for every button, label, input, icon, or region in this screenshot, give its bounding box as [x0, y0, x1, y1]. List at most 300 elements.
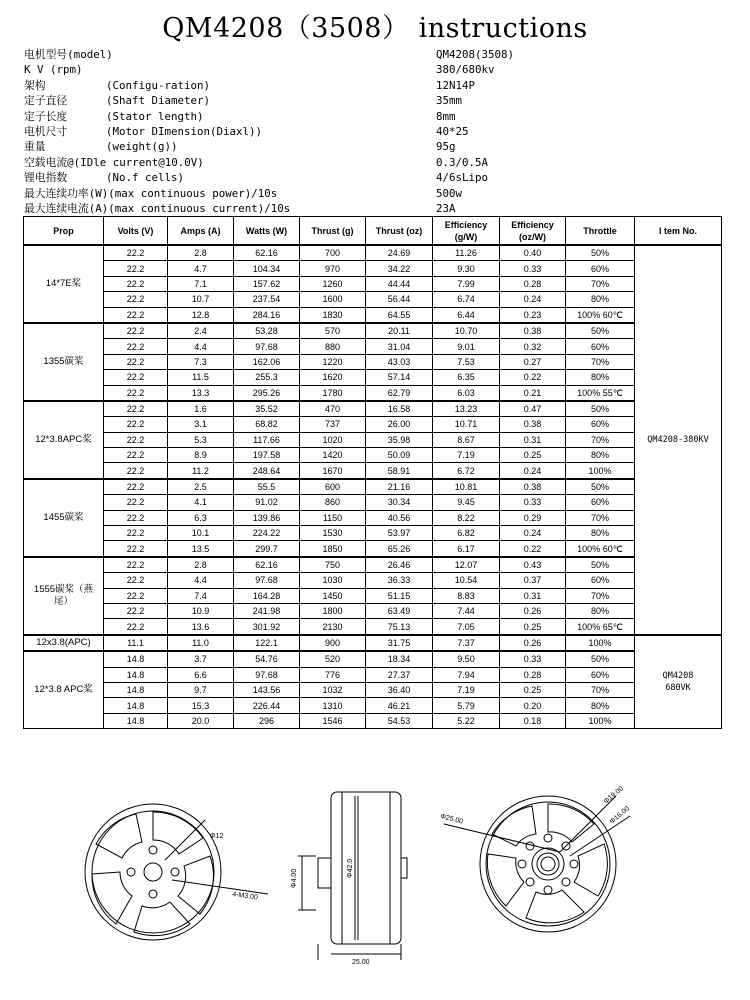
spec-value: QM4208(3508)	[436, 48, 515, 61]
data-cell: 1850	[300, 541, 366, 557]
table-row	[24, 588, 722, 603]
data-cell: 62.16	[234, 557, 300, 573]
data-cell: 22.2	[104, 510, 168, 525]
data-cell: 22.2	[104, 307, 168, 323]
data-cell: 7.37	[433, 635, 500, 651]
table-row	[24, 292, 722, 307]
spec-label-en: (No.f cells)	[106, 171, 185, 185]
data-cell: 255.3	[234, 370, 300, 385]
data-cell: 64.55	[366, 307, 433, 323]
data-cell: 22.2	[104, 541, 168, 557]
back-dim-19-label: Φ19.00	[602, 785, 625, 806]
column-header: Amps (A)	[168, 217, 234, 246]
data-cell: 4.4	[168, 573, 234, 588]
data-cell: 104.34	[234, 261, 300, 276]
data-cell: 70%	[566, 432, 635, 447]
table-row	[24, 713, 722, 728]
data-cell: 3.1	[168, 417, 234, 432]
data-cell: 5.79	[433, 698, 500, 713]
data-cell: 5.3	[168, 432, 234, 447]
data-cell: 70%	[566, 354, 635, 369]
spec-row	[24, 186, 724, 201]
column-header: Thrust (oz)	[366, 217, 433, 246]
spec-row	[24, 170, 724, 185]
data-cell: 14.8	[104, 667, 168, 682]
data-cell: 56.44	[366, 292, 433, 307]
data-cell: 470	[300, 401, 366, 417]
data-cell: 60%	[566, 261, 635, 276]
data-cell: 7.1	[168, 276, 234, 291]
table-row	[24, 432, 722, 447]
data-cell: 10.1	[168, 526, 234, 541]
table-row	[24, 526, 722, 541]
data-cell: 46.21	[366, 698, 433, 713]
data-cell: 299.7	[234, 541, 300, 557]
table-row	[24, 385, 722, 401]
data-cell: 60%	[566, 495, 635, 510]
data-cell: 22.2	[104, 573, 168, 588]
data-cell: 1450	[300, 588, 366, 603]
data-cell: 15.3	[168, 698, 234, 713]
data-cell: 11.5	[168, 370, 234, 385]
data-cell: 750	[300, 557, 366, 573]
data-cell: 0.33	[500, 651, 566, 667]
data-cell: 6.82	[433, 526, 500, 541]
data-cell: 0.26	[500, 635, 566, 651]
data-cell: 36.40	[366, 682, 433, 697]
data-cell: 1150	[300, 510, 366, 525]
data-cell: 0.18	[500, 713, 566, 728]
data-cell: 22.2	[104, 323, 168, 339]
data-cell: 22.2	[104, 276, 168, 291]
data-cell: 16.58	[366, 401, 433, 417]
data-cell: 22.2	[104, 261, 168, 276]
spec-value: 35mm	[436, 94, 463, 108]
data-cell: 50.09	[366, 448, 433, 463]
data-cell: 1546	[300, 713, 366, 728]
data-cell: 80%	[566, 526, 635, 541]
table-row	[24, 479, 722, 495]
motor-drawings	[0, 760, 750, 1000]
data-cell: 1260	[300, 276, 366, 291]
data-cell: 14.8	[104, 713, 168, 728]
data-cell: 7.94	[433, 667, 500, 682]
front-view-drawing	[85, 804, 268, 940]
data-cell: 9.45	[433, 495, 500, 510]
data-cell: 43.03	[366, 354, 433, 369]
data-cell: 11.0	[168, 635, 234, 651]
data-cell: 4.4	[168, 339, 234, 354]
data-cell: 22.2	[104, 432, 168, 447]
data-cell: 237.54	[234, 292, 300, 307]
data-cell: 50%	[566, 323, 635, 339]
data-cell: 0.33	[500, 261, 566, 276]
data-cell: 65.26	[366, 541, 433, 557]
table-row	[24, 417, 722, 432]
data-cell: 0.28	[500, 667, 566, 682]
data-cell: 880	[300, 339, 366, 354]
data-cell: 13.3	[168, 385, 234, 401]
data-cell: 1780	[300, 385, 366, 401]
data-cell: 10.70	[433, 323, 500, 339]
data-cell: 1830	[300, 307, 366, 323]
prop-cell: 14*7E桨	[24, 245, 104, 323]
data-cell: 53.28	[234, 323, 300, 339]
data-cell: 9.30	[433, 261, 500, 276]
spec-label-en: (Motor DImension(Diaxl))	[106, 124, 263, 138]
data-cell: 296	[234, 713, 300, 728]
data-cell: 70%	[566, 588, 635, 603]
data-cell: 10.81	[433, 479, 500, 495]
data-cell: 301.92	[234, 619, 300, 635]
table-row	[24, 682, 722, 697]
data-cell: 8.83	[433, 588, 500, 603]
data-cell: 900	[300, 635, 366, 651]
data-cell: 31.04	[366, 339, 433, 354]
data-cell: 2.8	[168, 245, 234, 261]
spec-label: 架构	[24, 78, 46, 92]
spec-value: 40*25	[436, 124, 469, 138]
data-cell: 1220	[300, 354, 366, 369]
spec-value: 12N14P	[436, 78, 476, 92]
data-cell: 13.5	[168, 541, 234, 557]
spec-row	[24, 47, 724, 62]
spec-value: 380/680kv	[436, 63, 495, 77]
data-cell: 22.2	[104, 603, 168, 618]
data-cell: 10.71	[433, 417, 500, 432]
table-row	[24, 448, 722, 463]
data-cell: 14.8	[104, 698, 168, 713]
data-cell: 60%	[566, 667, 635, 682]
data-cell: 22.2	[104, 417, 168, 432]
data-cell: 58.91	[366, 463, 433, 479]
data-cell: 57.14	[366, 370, 433, 385]
data-cell: 197.58	[234, 448, 300, 463]
spec-label-en: (Configu-ration)	[106, 78, 211, 92]
data-cell: 50%	[566, 401, 635, 417]
data-cell: 22.2	[104, 495, 168, 510]
data-cell: 0.32	[500, 339, 566, 354]
data-cell: 0.22	[500, 541, 566, 557]
data-cell: 1310	[300, 698, 366, 713]
page-title: QM4208（3508） instructions	[162, 13, 588, 44]
spec-label: 锂电指数	[24, 171, 68, 185]
data-cell: 6.35	[433, 370, 500, 385]
spec-value: 0.3/0.5A	[436, 155, 489, 169]
prop-cell: 12x3.8(APC)	[24, 635, 104, 651]
data-cell: 1620	[300, 370, 366, 385]
data-cell: 97.68	[234, 573, 300, 588]
data-cell: 776	[300, 667, 366, 682]
data-cell: 0.27	[500, 354, 566, 369]
data-cell: 8.67	[433, 432, 500, 447]
data-cell: 22.2	[104, 354, 168, 369]
data-cell: 0.24	[500, 292, 566, 307]
table-row	[24, 651, 722, 667]
data-cell: 284.16	[234, 307, 300, 323]
column-header: Prop	[24, 217, 104, 246]
data-cell: 0.38	[500, 479, 566, 495]
data-cell: 1530	[300, 526, 366, 541]
data-cell: 75.13	[366, 619, 433, 635]
data-cell: 0.38	[500, 417, 566, 432]
data-cell: 0.29	[500, 510, 566, 525]
data-cell: 5.22	[433, 713, 500, 728]
data-cell: 4.7	[168, 261, 234, 276]
side-dim-length-label: 25.00	[352, 959, 370, 966]
data-cell: 6.6	[168, 667, 234, 682]
data-cell: 0.28	[500, 276, 566, 291]
data-cell: 0.37	[500, 573, 566, 588]
table-row	[24, 276, 722, 291]
data-cell: 100% 55℃	[566, 385, 635, 401]
data-cell: 22.2	[104, 479, 168, 495]
back-view-drawing	[444, 796, 630, 932]
data-cell: 80%	[566, 698, 635, 713]
data-cell: 157.62	[234, 276, 300, 291]
column-header: Efficiency (g/W)	[433, 217, 500, 246]
data-cell: 1420	[300, 448, 366, 463]
data-cell: 1020	[300, 432, 366, 447]
column-header: I tem No.	[635, 217, 722, 246]
data-cell: 97.68	[234, 667, 300, 682]
table-row	[24, 339, 722, 354]
spec-list	[24, 47, 724, 216]
spec-row	[24, 139, 724, 154]
data-cell: 22.2	[104, 385, 168, 401]
side-dim-diameter-label: Φ42.0	[347, 858, 354, 878]
table-row	[24, 307, 722, 323]
data-cell: 6.74	[433, 292, 500, 307]
data-cell: 0.31	[500, 432, 566, 447]
spec-value: 23A	[436, 201, 456, 215]
back-dim-16-label: Φ16.00	[608, 805, 631, 826]
technical-drawing	[0, 760, 750, 1000]
data-cell: 0.47	[500, 401, 566, 417]
data-cell: 6.17	[433, 541, 500, 557]
performance-table	[23, 216, 722, 729]
column-header: Throttle	[566, 217, 635, 246]
spec-label: 空载电流@(IDle current@10.0V)	[24, 155, 204, 169]
data-cell: 91.02	[234, 495, 300, 510]
data-cell: 0.21	[500, 385, 566, 401]
data-cell: 27.37	[366, 667, 433, 682]
data-cell: 22.2	[104, 401, 168, 417]
data-cell: 80%	[566, 292, 635, 307]
prop-cell: 1455碳桨	[24, 479, 104, 557]
spec-row	[24, 78, 724, 93]
back-dim-outer-label: Φ25.00	[439, 813, 464, 826]
data-cell: 3.7	[168, 651, 234, 667]
data-cell: 600	[300, 479, 366, 495]
data-cell: 226.44	[234, 698, 300, 713]
data-cell: 100% 60℃	[566, 541, 635, 557]
data-cell: 14.8	[104, 651, 168, 667]
data-cell: 7.3	[168, 354, 234, 369]
data-cell: 34.22	[366, 261, 433, 276]
data-cell: 8.9	[168, 448, 234, 463]
spec-value: 4/6sLipo	[436, 171, 489, 185]
table-header-row	[24, 217, 722, 246]
data-cell: 80%	[566, 370, 635, 385]
data-cell: 1800	[300, 603, 366, 618]
table-row	[24, 603, 722, 618]
data-cell: 7.53	[433, 354, 500, 369]
data-cell: 0.43	[500, 557, 566, 573]
table-row	[24, 323, 722, 339]
spec-label-en: (Stator length)	[106, 109, 204, 123]
data-cell: 7.99	[433, 276, 500, 291]
data-cell: 0.26	[500, 603, 566, 618]
spec-value: 500w	[436, 186, 463, 200]
data-cell: 68.82	[234, 417, 300, 432]
data-cell: 70%	[566, 510, 635, 525]
spec-label-en: (Shaft Diameter)	[106, 94, 211, 108]
column-header: Watts (W)	[234, 217, 300, 246]
data-cell: 13.23	[433, 401, 500, 417]
data-cell: 164.28	[234, 588, 300, 603]
data-cell: 6.44	[433, 307, 500, 323]
data-cell: 0.22	[500, 370, 566, 385]
spec-label: 电机尺寸	[24, 124, 68, 138]
data-cell: 53.97	[366, 526, 433, 541]
data-cell: 224.22	[234, 526, 300, 541]
data-cell: 50%	[566, 245, 635, 261]
data-cell: 11.2	[168, 463, 234, 479]
data-cell: 60%	[566, 573, 635, 588]
data-cell: 139.86	[234, 510, 300, 525]
data-cell: 70%	[566, 682, 635, 697]
data-cell: 1600	[300, 292, 366, 307]
spec-label-en: (weight(g))	[106, 140, 178, 154]
data-cell: 31.75	[366, 635, 433, 651]
prop-cell: 1555碳桨（燕尾）	[24, 557, 104, 635]
data-cell: 10.9	[168, 603, 234, 618]
spec-row	[24, 155, 724, 170]
data-cell: 80%	[566, 448, 635, 463]
front-dim-thread-label: 4-M3.00	[231, 891, 259, 902]
data-cell: 12.07	[433, 557, 500, 573]
data-cell: 0.25	[500, 682, 566, 697]
spec-row	[24, 62, 724, 77]
table-row	[24, 557, 722, 573]
data-cell: 13.6	[168, 619, 234, 635]
data-cell: 10.7	[168, 292, 234, 307]
data-cell: 7.4	[168, 588, 234, 603]
column-header: Volts (V)	[104, 217, 168, 246]
data-cell: 1670	[300, 463, 366, 479]
item-number-cell: QM4208 680VK	[635, 635, 722, 729]
data-cell: 54.76	[234, 651, 300, 667]
data-cell: 1030	[300, 573, 366, 588]
data-cell: 0.38	[500, 323, 566, 339]
data-cell: 100% 60℃	[566, 307, 635, 323]
data-cell: 0.25	[500, 448, 566, 463]
data-cell: 22.2	[104, 463, 168, 479]
data-cell: 50%	[566, 651, 635, 667]
data-cell: 0.31	[500, 588, 566, 603]
table-row	[24, 261, 722, 276]
data-cell: 2.8	[168, 557, 234, 573]
data-cell: 63.49	[366, 603, 433, 618]
data-cell: 18.34	[366, 651, 433, 667]
data-cell: 26.46	[366, 557, 433, 573]
data-cell: 122.1	[234, 635, 300, 651]
data-cell: 22.2	[104, 448, 168, 463]
data-cell: 241.98	[234, 603, 300, 618]
data-cell: 11.26	[433, 245, 500, 261]
data-cell: 10.54	[433, 573, 500, 588]
data-cell: 97.68	[234, 339, 300, 354]
prop-cell: 1355碳桨	[24, 323, 104, 401]
data-cell: 50%	[566, 557, 635, 573]
data-cell: 22.2	[104, 526, 168, 541]
spec-label: 电机型号(model)	[24, 48, 113, 61]
data-cell: 9.50	[433, 651, 500, 667]
data-cell: 7.19	[433, 448, 500, 463]
data-cell: 162.06	[234, 354, 300, 369]
data-cell: 0.20	[500, 698, 566, 713]
data-cell: 6.3	[168, 510, 234, 525]
data-cell: 24.69	[366, 245, 433, 261]
data-cell: 14.8	[104, 682, 168, 697]
side-dim-shaft-label: Φ4.00	[291, 868, 298, 888]
data-cell: 60%	[566, 339, 635, 354]
table-row	[24, 667, 722, 682]
prop-cell: 12*3.8APC桨	[24, 401, 104, 479]
data-cell: 80%	[566, 603, 635, 618]
data-cell: 7.05	[433, 619, 500, 635]
table-row	[24, 541, 722, 557]
data-cell: 51.15	[366, 588, 433, 603]
data-cell: 22.2	[104, 588, 168, 603]
data-cell: 0.33	[500, 495, 566, 510]
data-cell: 22.2	[104, 245, 168, 261]
data-cell: 7.44	[433, 603, 500, 618]
data-cell: 1032	[300, 682, 366, 697]
data-cell: 7.19	[433, 682, 500, 697]
data-cell: 35.52	[234, 401, 300, 417]
table-row	[24, 370, 722, 385]
prop-cell: 12*3.8 APC桨	[24, 651, 104, 728]
data-cell: 700	[300, 245, 366, 261]
data-cell: 143.56	[234, 682, 300, 697]
data-cell: 860	[300, 495, 366, 510]
item-number-cell: QM4208-380KV	[635, 245, 722, 635]
table-row	[24, 495, 722, 510]
data-cell: 0.24	[500, 463, 566, 479]
spec-row	[24, 93, 724, 108]
spec-label: 重量	[24, 140, 46, 154]
spec-label: 定子长度	[24, 109, 68, 123]
spec-row	[24, 124, 724, 139]
front-dim-hole-label: Φ12	[210, 833, 224, 840]
data-cell: 9.01	[433, 339, 500, 354]
data-cell: 100%	[566, 463, 635, 479]
data-cell: 35.98	[366, 432, 433, 447]
data-cell: 6.03	[433, 385, 500, 401]
data-cell: 4.1	[168, 495, 234, 510]
table-row	[24, 354, 722, 369]
data-cell: 22.2	[104, 339, 168, 354]
spec-row	[24, 109, 724, 124]
spec-label: K V (rpm)	[24, 63, 83, 77]
data-cell: 248.64	[234, 463, 300, 479]
table-row	[24, 510, 722, 525]
data-cell: 70%	[566, 276, 635, 291]
data-cell: 30.34	[366, 495, 433, 510]
data-cell: 8.22	[433, 510, 500, 525]
